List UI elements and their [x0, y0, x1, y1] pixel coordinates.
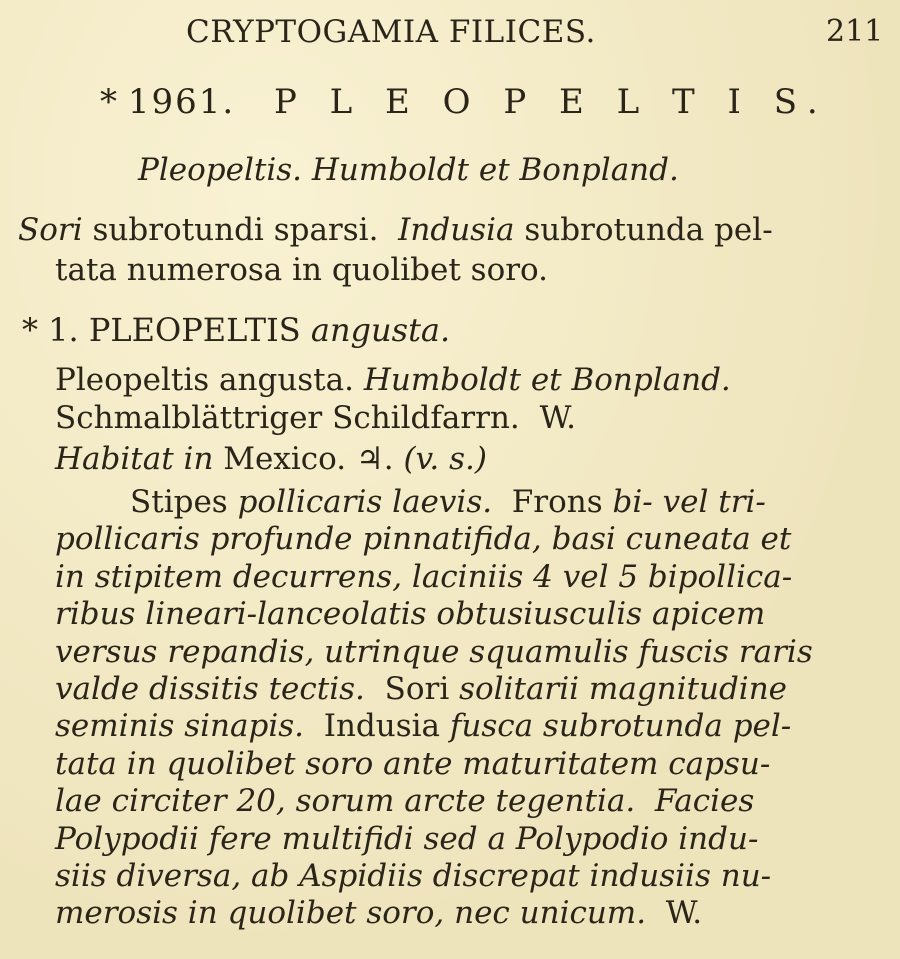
- description-line: [55, 858, 771, 894]
- habitat-place: Mexico.: [223, 441, 347, 477]
- description-line: [55, 596, 765, 632]
- running-head: CRYPTOGAMIA FILICES.: [186, 14, 596, 50]
- genus-desc-text: subrotundi sparsi.: [82, 212, 399, 248]
- species-asterisk: *: [22, 311, 38, 349]
- species-heading: [22, 312, 450, 348]
- habitat-line: [55, 441, 487, 477]
- synonym-name: Pleopeltis angusta.: [55, 362, 354, 398]
- description-run: Frons: [492, 484, 613, 520]
- description-line: [55, 708, 791, 744]
- description-run: lae circiter 20, sorum arcte tegentia. Facies: [55, 783, 755, 820]
- genus-authority-name: Pleopeltis.: [138, 152, 303, 188]
- genus-desc-text: subrotunda pel-: [514, 212, 773, 248]
- description-run: W.: [646, 895, 703, 932]
- description-run: seminis sinapis.: [55, 708, 304, 745]
- genus-description-line: tata numerosa in quolibet soro.: [55, 252, 549, 288]
- description-run: tata in quolibet soro ante maturitatem capsu-: [55, 745, 771, 782]
- genus-number: 1961.: [127, 82, 236, 122]
- description-line: [55, 521, 791, 557]
- description-run: Sori: [364, 671, 460, 707]
- genus-heading: [100, 84, 829, 120]
- genus-authority: [138, 152, 679, 188]
- description-run: merosis in quolibet soro, nec unicum.: [55, 895, 647, 932]
- genus-desc-term: Indusia: [398, 212, 515, 248]
- description-line: [55, 895, 702, 931]
- genus-description-line: [18, 212, 773, 248]
- description-line: [55, 821, 758, 857]
- common-name-author: W.: [539, 400, 576, 436]
- genus-asterisk: *: [100, 82, 117, 122]
- species-epithet: angusta.: [310, 311, 451, 349]
- page-number: 211: [826, 14, 884, 49]
- description-run: versus repandis, utrinque squamulis fuscis raris: [55, 633, 813, 670]
- description-line: [55, 746, 770, 782]
- description-run: solitarii magnitudine: [459, 671, 788, 707]
- description-run: in stipitem decurrens, laciniis 4 vel 5 bipollica-: [55, 558, 793, 595]
- common-name-line: [55, 400, 576, 436]
- description-run: fusca subrotunda pel-: [449, 708, 792, 745]
- species-number: 1.: [48, 311, 79, 349]
- synonym-authors: Humboldt et Bonpland.: [363, 362, 731, 398]
- habitat-symbol: ♃.: [355, 441, 394, 477]
- genus-desc-term: Sori: [18, 212, 83, 248]
- description-line: [55, 634, 813, 670]
- description-run: bi- vel tri-: [612, 484, 766, 520]
- description-run: Indusia: [304, 708, 450, 745]
- description-line: [55, 783, 754, 819]
- genus-name: P L E O P E L T I S.: [273, 82, 829, 122]
- habitat-note: (v. s.): [403, 441, 487, 477]
- description-run: siis diversa, ab Aspidiis discrepat indusiis nu-: [55, 858, 772, 894]
- description-run: ribus lineari-lanceolatis obtusiusculis apicem: [55, 596, 766, 633]
- description-line: [55, 671, 787, 707]
- description-run: pollicaris profunde pinnatifida, basi cuneata et: [55, 521, 792, 558]
- description-run: valde dissitis tectis.: [55, 671, 365, 707]
- description-run: Stipes: [130, 484, 238, 520]
- species-genus-name: PLEOPELTIS: [88, 311, 301, 349]
- genus-authority-authors: Humboldt et Bonpland.: [311, 152, 679, 188]
- description-line: [55, 559, 792, 595]
- description-run: pollicaris laevis.: [237, 484, 493, 520]
- species-synonym: [55, 362, 731, 398]
- habitat-label: Habitat in: [55, 441, 214, 477]
- description-run: Polypodii fere multifidi sed a Polypodio indu-: [55, 820, 759, 857]
- common-name: Schmalblättriger Schildfarrn.: [55, 400, 520, 436]
- description-line: [130, 484, 766, 520]
